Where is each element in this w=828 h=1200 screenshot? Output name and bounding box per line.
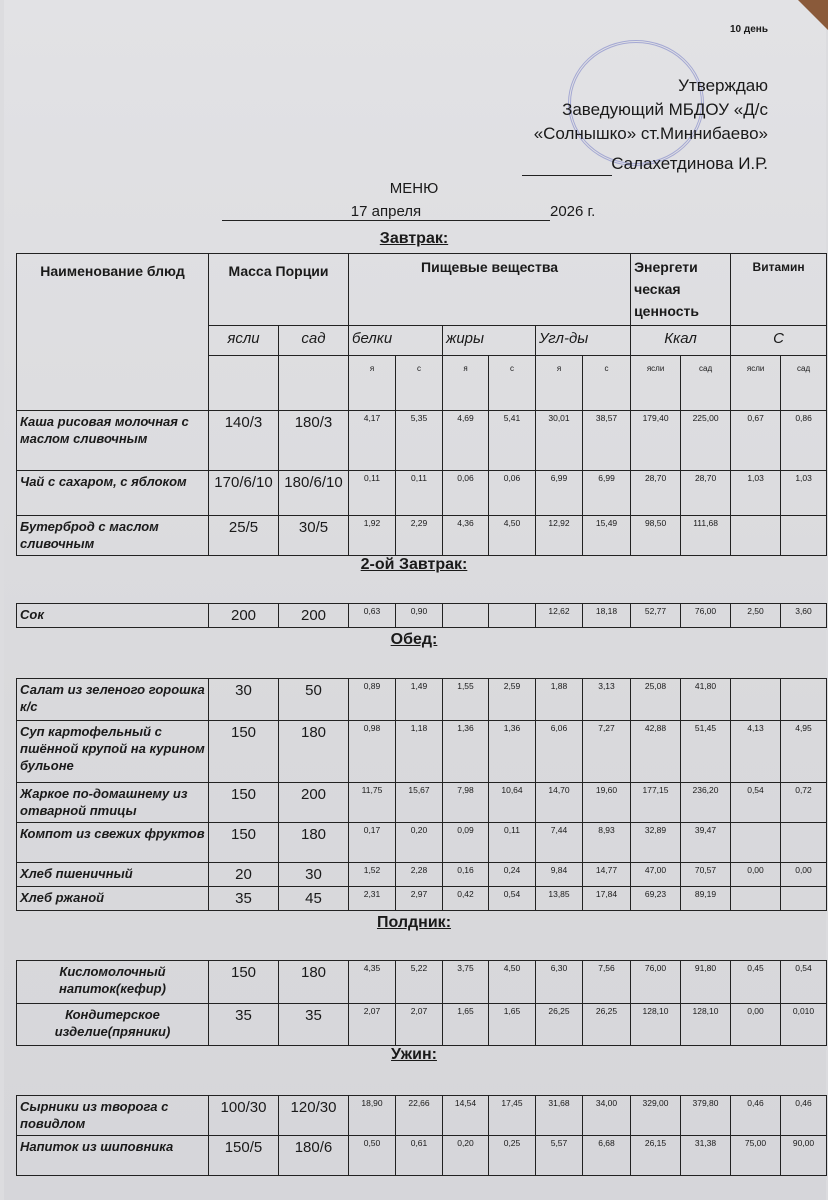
nutrition-value: 89,19 — [681, 887, 731, 911]
year-value: 2026 г. — [550, 203, 596, 220]
menu-table — [16, 253, 827, 556]
table-row — [17, 679, 827, 721]
nutrition-value: 0,46 — [781, 1096, 827, 1136]
nutrition-value: 111,68 — [681, 516, 731, 556]
dish-name: Жаркое по-домашнему из отварной птицы — [17, 783, 209, 823]
nutrition-value: 128,10 — [631, 1004, 681, 1046]
portion-mass: 200 — [279, 783, 349, 823]
portion-mass: 180/6 — [279, 1136, 349, 1176]
portion-mass: 30/5 — [279, 516, 349, 556]
nutrition-value: 5,22 — [396, 961, 443, 1004]
nutrition-value: 6,68 — [583, 1136, 631, 1176]
portion-mass: 180 — [279, 823, 349, 863]
nutrition-value: 18,18 — [583, 604, 631, 628]
nutrition-value — [781, 823, 827, 863]
section-title: Ужин: — [391, 1046, 437, 1063]
nutrition-value: 6,99 — [583, 471, 631, 516]
nutrition-value — [781, 887, 827, 911]
section-title: Завтрак: — [379, 230, 449, 247]
approver-position: Заведующий МБДОУ «Д/с — [562, 100, 768, 119]
table-row — [17, 1004, 827, 1046]
institution-name: «Солнышко» ст.Миннибаево» — [533, 124, 768, 143]
nutrition-value: 0,17 — [349, 823, 396, 863]
menu-table — [16, 960, 827, 1046]
nutrition-value: 32,89 — [631, 823, 681, 863]
table-row — [17, 863, 827, 887]
nutrition-value — [731, 679, 781, 721]
nutrition-value: 0,46 — [731, 1096, 781, 1136]
nutrition-value: 0,00 — [731, 863, 781, 887]
nutrition-value: 4,69 — [443, 411, 489, 471]
nutrition-value: 0,20 — [443, 1136, 489, 1176]
portion-mass: 170/6/10 — [209, 471, 279, 516]
nutrition-value: 2,59 — [489, 679, 536, 721]
nutrition-value: 30,01 — [536, 411, 583, 471]
nutrition-value: 4,50 — [489, 961, 536, 1004]
mass-yasli-cell — [209, 356, 279, 411]
portion-mass: 35 — [279, 1004, 349, 1046]
nutrition-value: 17,84 — [583, 887, 631, 911]
nutrition-value: 6,99 — [536, 471, 583, 516]
nutrition-value: 225,00 — [681, 411, 731, 471]
nutrition-value: 7,27 — [583, 721, 631, 783]
dish-name: Суп картофельный с пшённой крупой на курином бульоне — [17, 721, 209, 783]
nutrition-value: 75,00 — [731, 1136, 781, 1176]
nutrition-value: 76,00 — [631, 961, 681, 1004]
nutrition-value: 76,00 — [681, 604, 731, 628]
dish-name: Чай с сахаром, с яблоком — [17, 471, 209, 516]
nutrition-value: 11,75 — [349, 783, 396, 823]
nutrition-value: 18,90 — [349, 1096, 396, 1136]
portion-mass: 180/6/10 — [279, 471, 349, 516]
portion-mass: 200 — [209, 604, 279, 628]
subcolumn-sub_yasli: ясли — [631, 356, 681, 411]
nutrition-value: 1,49 — [396, 679, 443, 721]
nutrition-value: 1,36 — [489, 721, 536, 783]
portion-mass: 150 — [209, 823, 279, 863]
dish-name: Кисломолочный напиток(кефир) — [17, 961, 209, 1004]
nutrition-value: 70,57 — [681, 863, 731, 887]
nutrition-value: 1,55 — [443, 679, 489, 721]
nutrition-value: 0,54 — [731, 783, 781, 823]
nutrition-value: 52,77 — [631, 604, 681, 628]
nutrition-value: 0,86 — [781, 411, 827, 471]
nutrition-value: 14,54 — [443, 1096, 489, 1136]
subcolumn-sub_s: с — [583, 356, 631, 411]
dish-name: Каша рисовая молочная с маслом сливочным — [17, 411, 209, 471]
nutrition-value: 179,40 — [631, 411, 681, 471]
dish-name: Хлеб пшеничный — [17, 863, 209, 887]
dish-name: Кондитерское изделие(пряники) — [17, 1004, 209, 1046]
nutrition-value: 26,25 — [536, 1004, 583, 1046]
subcolumn-sub_ya: я — [349, 356, 396, 411]
column-vit_c: С — [731, 326, 827, 356]
nutrition-value: 39,47 — [681, 823, 731, 863]
nutrition-value: 15,49 — [583, 516, 631, 556]
portion-mass: 25/5 — [209, 516, 279, 556]
nutrition-value: 13,85 — [536, 887, 583, 911]
nutrition-value — [731, 823, 781, 863]
dish-name: Сок — [17, 604, 209, 628]
subcolumn-sub_sad: сад — [781, 356, 827, 411]
nutrition-value: 0,11 — [489, 823, 536, 863]
nutrition-value: 4,36 — [443, 516, 489, 556]
approver-name: Салахетдинова И.Р. — [611, 154, 768, 173]
subcolumn-sub_s: с — [489, 356, 536, 411]
portion-mass: 50 — [279, 679, 349, 721]
nutrition-value: 2,50 — [731, 604, 781, 628]
nutrition-value: 0,24 — [489, 863, 536, 887]
nutrition-value: 0,72 — [781, 783, 827, 823]
nutrition-value: 51,45 — [681, 721, 731, 783]
nutrition-value: 0,61 — [396, 1136, 443, 1176]
nutrition-value: 4,35 — [349, 961, 396, 1004]
portion-mass: 20 — [209, 863, 279, 887]
nutrition-value: 0,010 — [781, 1004, 827, 1046]
portion-mass: 45 — [279, 887, 349, 911]
nutrition-value: 1,36 — [443, 721, 489, 783]
nutrition-value: 4,17 — [349, 411, 396, 471]
column-kcal: Ккал — [631, 326, 731, 356]
nutrition-value: 14,70 — [536, 783, 583, 823]
table-row — [17, 823, 827, 863]
portion-mass: 120/30 — [279, 1096, 349, 1136]
portion-mass: 100/30 — [209, 1096, 279, 1136]
column-vitamin: Витамин — [731, 254, 827, 326]
nutrition-value: 22,66 — [396, 1096, 443, 1136]
nutrition-value: 5,57 — [536, 1136, 583, 1176]
nutrition-value: 0,54 — [781, 961, 827, 1004]
nutrition-value: 47,00 — [631, 863, 681, 887]
nutrition-value: 128,10 — [681, 1004, 731, 1046]
section-title: Полдник: — [376, 914, 452, 931]
nutrition-value: 25,08 — [631, 679, 681, 721]
nutrition-value: 329,00 — [631, 1096, 681, 1136]
column-mass: Масса Порции — [209, 254, 349, 326]
portion-mass: 180 — [279, 721, 349, 783]
nutrition-value: 14,77 — [583, 863, 631, 887]
nutrition-value — [781, 516, 827, 556]
nutrition-value: 34,00 — [583, 1096, 631, 1136]
nutrition-value — [731, 887, 781, 911]
nutrition-value: 26,15 — [631, 1136, 681, 1176]
column-sad: сад — [279, 326, 349, 356]
table-row — [17, 1096, 827, 1136]
nutrition-value: 0,06 — [443, 471, 489, 516]
date-value: 17 апреля — [222, 203, 550, 221]
column-fat: жиры — [443, 326, 536, 356]
nutrition-value: 0,98 — [349, 721, 396, 783]
approve-label: Утверждаю — [678, 76, 768, 95]
nutrition-value: 28,70 — [631, 471, 681, 516]
nutrition-value: 6,30 — [536, 961, 583, 1004]
nutrition-value: 8,93 — [583, 823, 631, 863]
menu-table — [16, 603, 827, 628]
nutrition-value: 0,89 — [349, 679, 396, 721]
nutrition-value: 0,20 — [396, 823, 443, 863]
nutrition-value: 26,25 — [583, 1004, 631, 1046]
nutrition-value: 1,03 — [731, 471, 781, 516]
nutrition-value — [781, 679, 827, 721]
column-name: Наименование блюд — [17, 254, 209, 411]
table-row — [17, 961, 827, 1004]
dish-name: Салат из зеленого горошка к/с — [17, 679, 209, 721]
nutrition-value: 7,44 — [536, 823, 583, 863]
column-carbs: Угл-ды — [536, 326, 631, 356]
table-row — [17, 783, 827, 823]
nutrition-value: 28,70 — [681, 471, 731, 516]
nutrition-value: 2,07 — [396, 1004, 443, 1046]
column-nutrients: Пищевые вещества — [349, 254, 631, 326]
table-row — [17, 1136, 827, 1176]
menu-date — [222, 203, 595, 221]
nutrition-value: 12,92 — [536, 516, 583, 556]
nutrition-value: 4,95 — [781, 721, 827, 783]
nutrition-value: 0,25 — [489, 1136, 536, 1176]
subcolumn-sub_sad: сад — [681, 356, 731, 411]
nutrition-value: 0,54 — [489, 887, 536, 911]
nutrition-value: 0,00 — [731, 1004, 781, 1046]
table-row — [17, 516, 827, 556]
subcolumn-sub_s: с — [396, 356, 443, 411]
nutrition-value: 0,90 — [396, 604, 443, 628]
nutrition-value: 0,45 — [731, 961, 781, 1004]
dish-name: Напиток из шиповника — [17, 1136, 209, 1176]
subcolumn-sub_ya: я — [536, 356, 583, 411]
nutrition-value — [489, 604, 536, 628]
nutrition-value: 0,67 — [731, 411, 781, 471]
nutrition-value: 0,11 — [396, 471, 443, 516]
table-row — [17, 604, 827, 628]
nutrition-value: 1,18 — [396, 721, 443, 783]
nutrition-value: 7,98 — [443, 783, 489, 823]
nutrition-value: 1,88 — [536, 679, 583, 721]
nutrition-value: 3,60 — [781, 604, 827, 628]
nutrition-value: 0,11 — [349, 471, 396, 516]
nutrition-value: 0,00 — [781, 863, 827, 887]
subcolumn-sub_ya: я — [443, 356, 489, 411]
page-title: МЕНЮ — [389, 180, 439, 197]
nutrition-value: 4,13 — [731, 721, 781, 783]
nutrition-value: 9,84 — [536, 863, 583, 887]
nutrition-value: 42,88 — [631, 721, 681, 783]
nutrition-value: 15,67 — [396, 783, 443, 823]
nutrition-value: 0,50 — [349, 1136, 396, 1176]
portion-mass: 180/3 — [279, 411, 349, 471]
nutrition-value: 7,56 — [583, 961, 631, 1004]
nutrition-value: 236,20 — [681, 783, 731, 823]
subcolumn-sub_yasli: ясли — [731, 356, 781, 411]
menu-table — [16, 678, 827, 911]
nutrition-value: 38,57 — [583, 411, 631, 471]
nutrition-value: 17,45 — [489, 1096, 536, 1136]
nutrition-value: 6,06 — [536, 721, 583, 783]
portion-mass: 200 — [279, 604, 349, 628]
nutrition-value: 0,42 — [443, 887, 489, 911]
nutrition-value: 1,92 — [349, 516, 396, 556]
column-energy: Энергети ческая ценность — [631, 254, 731, 326]
nutrition-value: 41,80 — [681, 679, 731, 721]
nutrition-value — [731, 516, 781, 556]
header-row — [17, 254, 827, 326]
portion-mass: 30 — [279, 863, 349, 887]
nutrition-value: 1,65 — [443, 1004, 489, 1046]
nutrition-value: 98,50 — [631, 516, 681, 556]
nutrition-value: 0,63 — [349, 604, 396, 628]
portion-mass: 35 — [209, 887, 279, 911]
table-row — [17, 471, 827, 516]
portion-mass: 140/3 — [209, 411, 279, 471]
column-protein: белки — [349, 326, 443, 356]
column-yasli: ясли — [209, 326, 279, 356]
portion-mass: 150 — [209, 783, 279, 823]
nutrition-value: 1,52 — [349, 863, 396, 887]
nutrition-value: 10,64 — [489, 783, 536, 823]
nutrition-value — [443, 604, 489, 628]
portion-mass: 180 — [279, 961, 349, 1004]
menu-table — [16, 1095, 827, 1176]
table-row — [17, 411, 827, 471]
nutrition-value: 3,75 — [443, 961, 489, 1004]
section-title: 2-ой Завтрак: — [360, 556, 468, 573]
nutrition-value: 2,97 — [396, 887, 443, 911]
nutrition-value: 1,03 — [781, 471, 827, 516]
nutrition-value: 2,29 — [396, 516, 443, 556]
nutrition-value: 90,00 — [781, 1136, 827, 1176]
dish-name: Хлеб ржаной — [17, 887, 209, 911]
nutrition-value: 19,60 — [583, 783, 631, 823]
nutrition-value: 1,65 — [489, 1004, 536, 1046]
nutrition-value: 379,80 — [681, 1096, 731, 1136]
portion-mass: 35 — [209, 1004, 279, 1046]
portion-mass: 30 — [209, 679, 279, 721]
dish-name: Компот из свежих фруктов — [17, 823, 209, 863]
nutrition-value: 31,38 — [681, 1136, 731, 1176]
nutrition-value: 0,16 — [443, 863, 489, 887]
nutrition-value: 12,62 — [536, 604, 583, 628]
nutrition-value: 3,13 — [583, 679, 631, 721]
nutrition-value: 4,50 — [489, 516, 536, 556]
nutrition-value: 0,09 — [443, 823, 489, 863]
nutrition-value: 2,07 — [349, 1004, 396, 1046]
nutrition-value: 2,31 — [349, 887, 396, 911]
dish-name: Сырники из творога с повидлом — [17, 1096, 209, 1136]
portion-mass: 150 — [209, 721, 279, 783]
nutrition-value: 5,35 — [396, 411, 443, 471]
nutrition-value: 91,80 — [681, 961, 731, 1004]
table-row — [17, 721, 827, 783]
nutrition-value: 0,06 — [489, 471, 536, 516]
nutrition-value: 5,41 — [489, 411, 536, 471]
section-title: Обед: — [390, 631, 438, 648]
table-row — [17, 887, 827, 911]
portion-mass: 150/5 — [209, 1136, 279, 1176]
nutrition-value: 177,15 — [631, 783, 681, 823]
nutrition-value: 31,68 — [536, 1096, 583, 1136]
day-number: 10 день — [730, 24, 768, 35]
portion-mass: 150 — [209, 961, 279, 1004]
nutrition-value: 69,23 — [631, 887, 681, 911]
signature-line — [522, 175, 612, 176]
dish-name: Бутерброд с маслом сливочным — [17, 516, 209, 556]
nutrition-value: 2,28 — [396, 863, 443, 887]
mass-sad-cell — [279, 356, 349, 411]
